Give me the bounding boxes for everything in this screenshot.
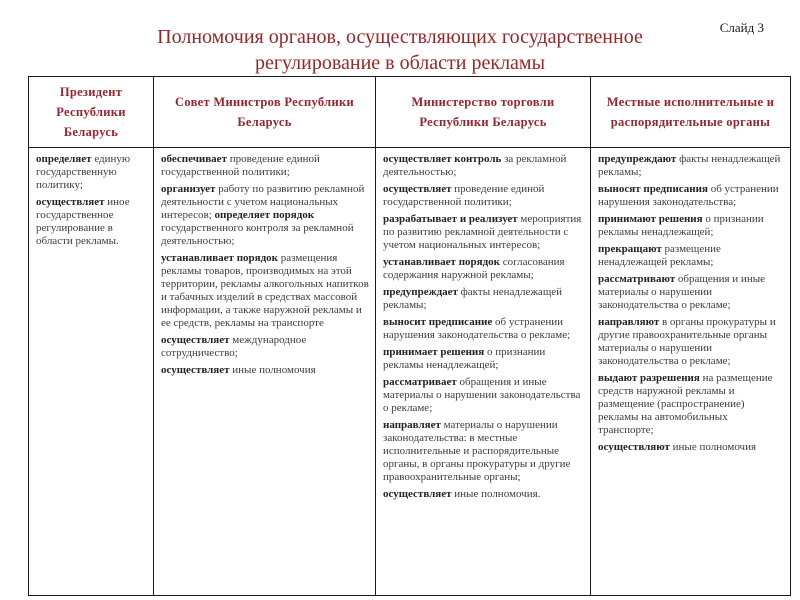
power-item [383, 153, 584, 179]
power-text: согласования содержания наружной рекламы; [383, 256, 565, 281]
column-header-3: Министерство торговли Республики Беларусь [376, 77, 591, 148]
power-keyword: предупреждают [598, 153, 677, 165]
power-item [383, 183, 584, 209]
power-item [383, 488, 584, 501]
power-item [383, 419, 584, 484]
power-keyword: выносит предписание [383, 316, 493, 328]
power-text: об устранении нарушения законодательства; [598, 183, 779, 208]
power-item [161, 252, 369, 330]
power-text: обращения и иные материалы о нарушении законодательства о рекламе; [598, 273, 765, 311]
power-text: материалы о нарушении законодательства: в местные исполнительные и распорядительные органы, в органы прокуратуры и другие правоохранительные органы; [383, 419, 571, 483]
power-text: единую государственную политику; [36, 153, 131, 191]
power-keyword: осуществляет [161, 364, 230, 376]
power-text: факты ненадлежащей рекламы; [383, 286, 563, 311]
power-keyword: предупреждает [383, 286, 458, 298]
power-keyword: осуществляют [598, 441, 670, 453]
table-body-row [29, 148, 791, 596]
slide-number-label: Слайд 3 [719, 20, 764, 35]
power-item [383, 213, 584, 252]
power-text: о признании рекламы ненадлежащей; [598, 213, 764, 238]
power-keyword: осуществляет [383, 488, 452, 500]
power-item [36, 153, 147, 192]
power-keyword: определяет [36, 153, 92, 165]
power-text: работу по развитию рекламной деятельности с учетом национальных интересов; [161, 183, 365, 221]
power-item [598, 213, 784, 239]
power-text: государственного контроля за рекламной деятельностью; [161, 222, 354, 247]
power-keyword: обеспечивает [161, 153, 227, 165]
power-text: иное государственное регулирование в области рекламы. [36, 196, 130, 247]
column-header-1: Президент Республики Беларусь [29, 77, 154, 148]
powers-table [28, 76, 791, 596]
power-keyword: осуществляет [161, 334, 230, 346]
power-keyword: рассматривает [383, 376, 457, 388]
power-text: размещения рекламы товаров, производимых на этой территории, рекламы алкогольных напитков и табачных изделий в средствах массовой информации, а также наружной рекламы и ее средств, рекламы на транспорте [161, 252, 369, 329]
power-keyword: осуществляет контроль [383, 153, 502, 165]
power-text: иные полномочия [669, 441, 757, 453]
power-keyword: осуществляет [36, 196, 105, 208]
power-keyword: устанавливает порядок [383, 256, 501, 268]
power-text: за рекламной деятельностью; [383, 153, 567, 178]
power-item [598, 316, 784, 368]
power-keyword: прекращают [598, 243, 662, 255]
power-item [598, 441, 784, 454]
slide-title: Полномочия органов, осуществляющих государственное регулирование в области рекламы [157, 26, 643, 74]
power-keyword: организует [161, 183, 216, 195]
power-text: о признании рекламы ненадлежащей; [383, 346, 546, 371]
power-text: размещение ненадлежащей рекламы; [598, 243, 721, 268]
power-keyword: принимают решения [598, 213, 703, 225]
power-item [598, 153, 784, 179]
power-text: в органы прокуратуры и другие правоохранительные органы материалы о нарушении законодательства о рекламе; [598, 316, 776, 367]
power-item [598, 273, 784, 312]
power-item [598, 243, 784, 269]
column-header-4: Местные исполнительные и распорядительные органы [591, 77, 791, 148]
power-text: обращения и иные материалы о нарушении законодательства о рекламе; [383, 376, 581, 414]
power-keyword: направляют [598, 316, 660, 328]
power-keyword: осуществляет [383, 183, 452, 195]
power-keyword: рассматривают [598, 273, 676, 285]
power-item [161, 153, 369, 179]
power-text: иные полномочия. [451, 488, 541, 500]
power-text: на размещение средств наружной рекламы и размещение (распространение) рекламы на автомобильных транспорте; [598, 372, 773, 436]
power-text: проведение единой государственной политики; [161, 153, 320, 178]
power-item [383, 286, 584, 312]
power-text: проведение единой государственной политики; [383, 183, 545, 208]
power-keyword: разрабатывает и реализует [383, 213, 518, 225]
power-keyword: определяет порядок [214, 209, 315, 221]
power-item [161, 364, 369, 377]
power-keyword: направляет [383, 419, 441, 431]
power-item [383, 316, 584, 342]
power-text: факты ненадлежащей рекламы; [598, 153, 781, 178]
power-item [383, 346, 584, 372]
column-cell-3 [376, 148, 591, 596]
power-text: об устранении нарушения законодательства о рекламе; [383, 316, 571, 341]
table-header-row [29, 77, 791, 148]
power-text: мероприятия по развитию рекламной деятельности с учетом национальных интересов; [383, 213, 582, 251]
column-cell-1 [29, 148, 154, 596]
power-item [161, 183, 369, 248]
power-keyword: выдают разрешения [598, 372, 700, 384]
column-cell-4 [591, 148, 791, 596]
power-item [598, 183, 784, 209]
power-keyword: выносят предписания [598, 183, 708, 195]
column-cell-2 [154, 148, 376, 596]
power-keyword: устанавливает порядок [161, 252, 279, 264]
power-item [36, 196, 147, 248]
power-text: международное сотрудничество; [161, 334, 307, 359]
power-item [383, 256, 584, 282]
power-text: иные полномочия [229, 364, 316, 376]
power-item [598, 372, 784, 437]
power-item [161, 334, 369, 360]
power-item [383, 376, 584, 415]
power-keyword: принимает решения [383, 346, 485, 358]
column-header-2: Совет Министров Республики Беларусь [154, 77, 376, 148]
